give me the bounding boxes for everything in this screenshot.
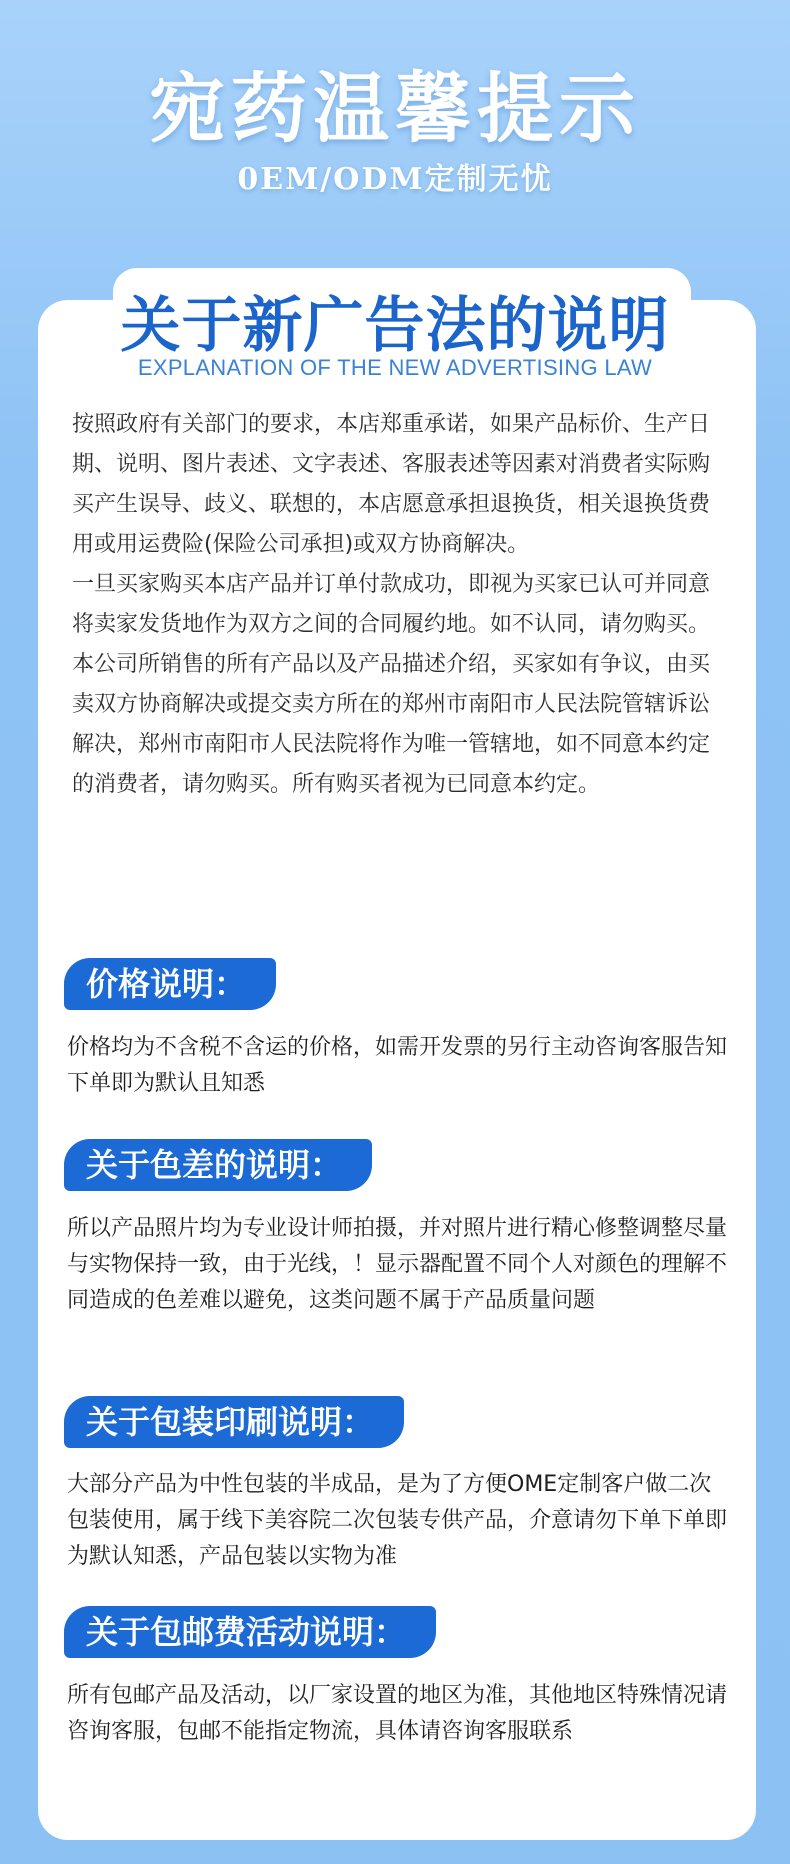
page-subtitle: 0EM/ODM定制无忧 [237,162,553,197]
packaging-section-title: 关于包装印刷说明： [64,1396,404,1448]
card-subtitle: EXPLANATION OF THE NEW ADVERTISING LAW [137,355,653,380]
shipping-section-title: 关于包邮费活动说明： [64,1606,436,1658]
intro-paragraph: 本公司所销售的所有产品以及产品描述介绍，买家如有争议，由买卖双方协商解决或提交卖方所在的郑州市南阳市人民法院管辖诉讼解决，郑州市南阳市人民法院将作为唯一管辖地，如不同意本约定的消费者，请勿购买。所有购买者视为已同意本约定。 [72,652,711,797]
shipping-section-body: 所有包邮产品及活动，以厂家设置的地区为准，其他地区特殊情况请咨询客服，包邮不能指定物流，具体请咨询客服联系 [67,1683,728,1744]
price-section-title: 价格说明： [64,958,276,1010]
intro-paragraph: 一旦买家购买本店产品并订单付款成功，即视为买家已认可并同意将卖家发货地作为双方之间的合同履约地。如不认同，请勿购买。 [72,572,711,637]
intro-paragraph: 按照政府有关部门的要求，本店郑重承诺，如果产品标价、生产日期、说明、图片表述、文字表述、客服表述等因素对消费者实际购买产生误导、歧义、联想的，本店愿意承担退换货，相关退换货费用或用运费险(保险公司承担)或双方协商解决。 [72,412,711,557]
packaging-section-body: 大部分产品为中性包装的半成品，是为了方便OME定制客户做二次包装使用，属于线下美容院二次包装专供产品，介意请勿下单下单即为默认知悉，产品包装以实物为准 [67,1472,728,1569]
page-title: 宛药温馨提示 [149,64,641,153]
color-section-title: 关于色差的说明： [64,1139,372,1191]
color-section-body: 所以产品照片均为专业设计师拍摄，并对照片进行精心修整调整尽量与实物保持一致，由于光线，！显示器配置不同个人对颜色的理解不同造成的色差难以避免，这类问题不属于产品质量问题 [67,1216,728,1313]
card-title: 关于新广告法的说明 [120,291,670,361]
advertising-law-text [72,405,722,805]
price-section-body: 价格均为不含税不含运的价格，如需开发票的另行主动咨询客服告知下单即为默认且知悉 [67,1035,728,1096]
